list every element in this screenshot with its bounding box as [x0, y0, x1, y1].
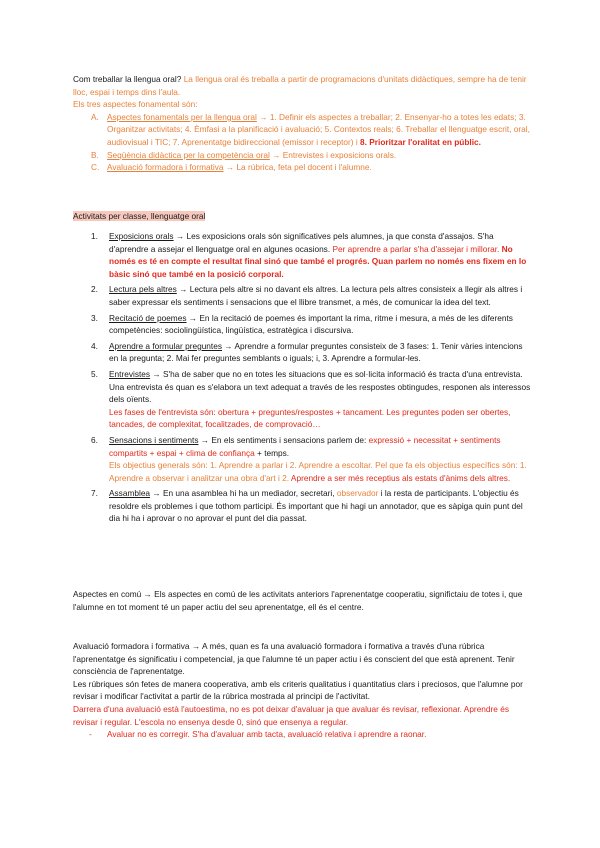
activity-item [73, 283, 533, 308]
activity-name: Recitació de poemes [109, 312, 187, 323]
activity-red-bold-text: No només es té en compte el resultat final sinó que també el progrés. Quan parlem no només ens fixem en lo bàsic sinó que també en la posició corporal. [109, 243, 527, 279]
activity-text: → Les exposicions orals són significatives pels alumnes, ja que consta d'assajos. S'ha d'aprendre a assejar el llenguatge oral en algunes ocasions. [109, 231, 494, 254]
activity-text: → En una asamblea hi ha un mediador, secretari, [150, 488, 337, 499]
activity-name: Lectura pels altres [109, 284, 177, 295]
activity-name: Exposicions orals [109, 231, 174, 241]
list-marker: 7. [91, 488, 98, 499]
activity-name: Assamblea [109, 488, 151, 499]
activity-orange-text: observador [336, 488, 379, 499]
activities-section [73, 230, 533, 528]
activity-text: → En els sentiments i sensacions parlem de: [198, 434, 369, 445]
list-marker: 2. [91, 284, 98, 295]
intro-paragraph [73, 73, 533, 98]
aspects-list [73, 111, 533, 174]
activity-name: Entrevistes [109, 368, 151, 379]
activity-red-text: Per aprendre a parlar s'ha d'assejar i millorar. [332, 243, 502, 254]
aspect-item-b [73, 149, 533, 162]
intro-section [73, 73, 533, 174]
activity-text: → S'ha de saber que no en totes les situacions que es sol·licita informació és tracta d'una entrevista. Una entrevista és quan es s'elabora un text adequat a través de les respostes obtingudes, responen als interessos dels oïents. [109, 368, 531, 405]
aspect-text: → 1. Definir els aspectes a treballar; 2. Ensenyar-ho a totes les edats; 3. Organitzar activitats; 4. Èmfasi a la planificació i avaluació; 5. Contextos reals; 6. Treballar el llenguatge escrit, oral, audiovisual i TIC; 7. Aprenentatge bidireccional (emissor i receptor) i [107, 111, 530, 147]
list-marker: 3. [91, 312, 98, 323]
list-marker: B. [91, 149, 99, 160]
list-marker: C. [91, 162, 100, 173]
evaluation-paragraph-2: Les rúbriques són fetes de manera cooperativa, amb els criteris qualitatius i quantitatius clars i preciosos, que l'alumne por revisar i modificar l'activitat a partir de la rúbrica mostrada al principi de l'activitat. [73, 678, 523, 702]
aspect-item-c [73, 161, 533, 174]
dash-text: Avaluar no es corregir. S'ha d'avaluar amb tacta, avaluació relativa i aprendre a raonar. [107, 729, 427, 740]
activity-text: → Lectura pels altre si no davant els altres. La lectura pels altres consisteix a llegir als altres i saber expressar els sentiments i sensacions que el llibre transmet, a més, de comunicar la idea del text. [109, 284, 523, 307]
activity-text-end: + temps. [254, 447, 290, 458]
aspect-link[interactable]: Aspectes fonamentals per la llengua oral [107, 111, 257, 122]
activity-text-end: i la resta de participants. L'objectiu és resoldre els problemes i que tothom participi. És important que hi hagi un annotador, que es sàpiga quin punt del dia hi ha i aprovar o no aprovar el punt del dia passat. [109, 488, 523, 524]
aspect-link[interactable]: Seqüència didàctica per la competència oral [107, 149, 270, 160]
aspect-emphasis: 8. Prioritzar l'oralitat en públic. [360, 136, 481, 147]
activity-text: → Aprendre a formular preguntes consisteix de 3 fases: 1. Tenir vàries intencions en la pregunta; 2. Mai fer preguntes semblants o iguals; i, 3. Aprendre a formular-les. [109, 340, 523, 364]
activity-item [73, 368, 533, 431]
list-marker: 1. [91, 231, 98, 241]
activity-name: Aprendre a formular preguntes [109, 340, 222, 351]
activity-item [73, 312, 533, 337]
list-marker: A. [91, 111, 99, 122]
evaluation-paragraph-1: Avaluació formadora i formativa → A més, quan es fa una avaluació formadora i formativa a través d'una rúbrica l'aprenentatge és significatiu i competencial, ja que l'alumne té un paper actiu i és conscient del que està aprenent. Tenir consciència de l'aprenentatge. [73, 641, 515, 677]
activity-item [73, 230, 533, 280]
activity-objectives: Els objectius generals són: 1. Aprendre a parlar i 2. Aprendre a escoltar. Pel que fa els objectius específics són: 1. Aprendre a observar i analitzar una obra d'art i 2. [109, 460, 527, 483]
activity-red-text: Les fases de l'entrevista són: obertura + preguntes/respostes + tancament. Les preguntes poden ser obertes, tancades, de complexitat, focalitzades, de comprovació… [109, 406, 511, 430]
aspect-link[interactable]: Avaluació formadora i formativa [107, 162, 224, 173]
aspect-text: → La rúbrica, feta pel docent i l'alumne. [223, 162, 372, 173]
activities-title: Activitats per classe, llenguatge oral [73, 211, 206, 221]
list-marker: 4. [91, 340, 98, 351]
aspect-text: → Entrevistes i exposicions orals. [269, 149, 397, 160]
activity-text: → En la recitació de poemes és important la rima, ritme i mesura, a més de les diferents competències: sociolingüística, lingüística, estratègica i discursiva. [109, 312, 513, 336]
evaluation-red-paragraph: Darrera d'una avaluació està l'autoestima, no es pot deixar d'avaluar ja que avaluar és revisar, reflexionar. Aprendre és revisar i regular. L'escola no ensenya desde 0, sinó que ensenya a regular. [73, 703, 509, 727]
activity-name: Sensacions i sentiments [109, 434, 199, 445]
common-paragraph: Aspectes en comú → Els aspectes en comú de les activitats anteriors l'aprenentatge cooperatiu, significtaiu de totes i, que l'alumne en tot moment té un paper actiu del seu aprenentatge, ell és el centre. [73, 589, 523, 612]
intro-answer: La llengua oral és treballa a partir de programacions d'unitats didàctiques, sempre ha de tenir lloc, espai i temps dins l'aula. [73, 74, 527, 97]
intro-question: Com treballar la llengua oral? [73, 74, 182, 84]
dash-marker: - [89, 729, 92, 740]
list-marker: 5. [91, 368, 98, 379]
common-section [73, 588, 533, 613]
activities-list [73, 230, 533, 525]
list-marker: 6. [91, 434, 98, 445]
activity-item [73, 340, 533, 365]
aspect-item-a [73, 111, 533, 149]
activity-item [73, 487, 533, 525]
evaluation-section [73, 640, 533, 741]
activity-red-text: expressió + necessitat + sentiments compartits + espai + clima de confiança [109, 434, 501, 458]
activity-objectives-red: Aprendre a ser més receptius als estats d'ànims dels altres. [290, 472, 511, 483]
activities-heading-wrap [73, 210, 533, 223]
aspects-intro: Els tres aspectes fonamental són: [73, 99, 198, 110]
evaluation-dash-item [73, 728, 533, 741]
activity-item [73, 434, 533, 484]
